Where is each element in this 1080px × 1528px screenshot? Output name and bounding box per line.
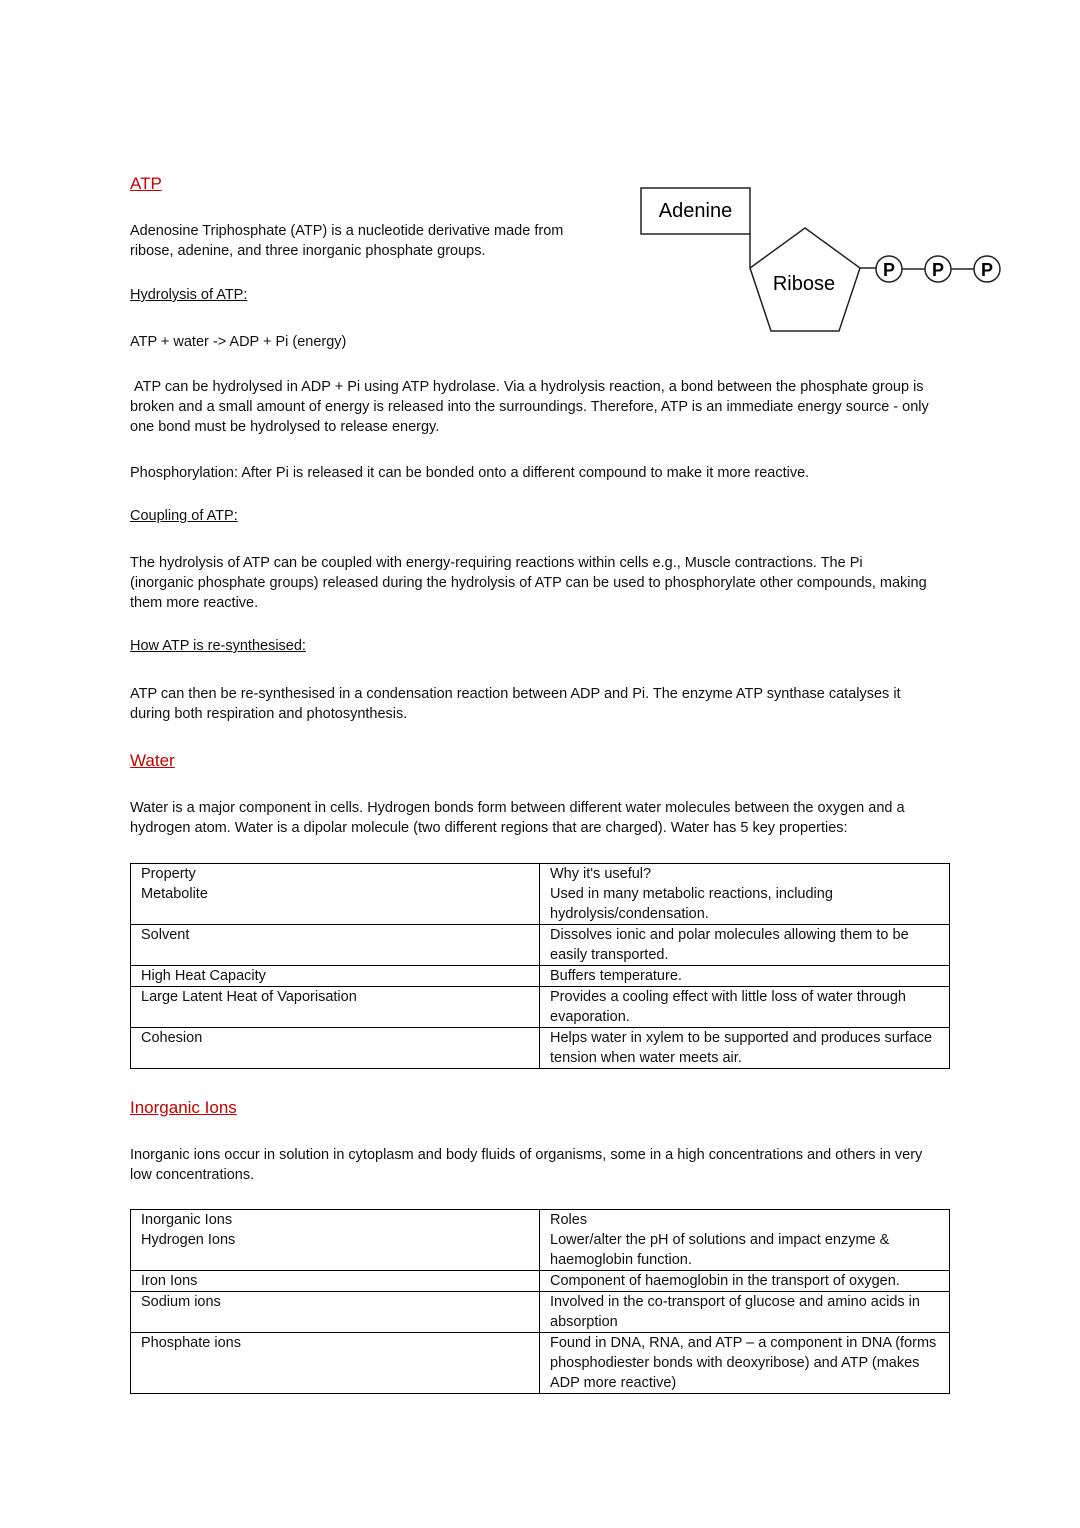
- table-row: [131, 966, 950, 987]
- resynth-text: ATP can then be re-synthesised in a condensation reaction between ADP and Pi. The enzyme ATP synthase catalyses it during both respiration and photosynthesis.: [130, 686, 901, 722]
- table-cell: Roles: [540, 1210, 950, 1231]
- table-row: [131, 987, 950, 1028]
- atp-structure-diagram: [630, 180, 1020, 340]
- table-cell: Sodium ions: [131, 1292, 540, 1333]
- table-cell: Large Latent Heat of Vaporisation: [131, 987, 540, 1028]
- table-cell: Solvent: [131, 925, 540, 966]
- table-row: [131, 1333, 950, 1394]
- table-cell: Helps water in xylem to be supported and produces surface tension when water meets air.: [540, 1028, 950, 1069]
- phosphorylation-text: Phosphorylation: After Pi is released it can be bonded onto a different compound to make it more reactive.: [130, 465, 810, 481]
- atp-heading: ATP: [130, 174, 162, 193]
- table-row: [131, 1028, 950, 1069]
- phosphate-label-3: P: [980, 260, 994, 280]
- table-cell: Cohesion: [131, 1028, 540, 1069]
- inorganic-ions-table: [130, 1209, 950, 1394]
- table-cell: Phosphate ions: [131, 1333, 540, 1394]
- hydrolysis-text: ATP can be hydrolysed in ADP + Pi using ATP hydrolase. Via a hydrolysis reaction, a bond between the phosphate group is broken and a small amount of energy is released into the surroundings. Therefore, ATP is an immediate energy source - only one bond must be hydrolysed to release energy.: [130, 379, 929, 435]
- adenine-label: Adenine: [658, 200, 733, 222]
- phosphate-label-2: P: [931, 260, 945, 280]
- table-cell: Involved in the co-transport of glucose and amino acids in absorption: [540, 1292, 950, 1333]
- table-cell: Found in DNA, RNA, and ATP – a component in DNA (forms phosphodiester bonds with deoxyribose) and ATP (makes ADP more reactive): [540, 1333, 950, 1394]
- hydrolysis-equation: ATP + water -> ADP + Pi (energy): [130, 334, 347, 350]
- table-row: [131, 1230, 950, 1271]
- water-heading: Water: [130, 751, 175, 770]
- hydrolysis-heading: Hydrolysis of ATP:: [130, 287, 248, 303]
- table-cell: Buffers temperature.: [540, 966, 950, 987]
- ions-intro: Inorganic ions occur in solution in cytoplasm and body fluids of organisms, some in a high concentrations and others in very low concentrations.: [130, 1147, 923, 1183]
- table-cell: Lower/alter the pH of solutions and impact enzyme & haemoglobin function.: [540, 1230, 950, 1271]
- table-header-row: [131, 1210, 950, 1231]
- ions-heading: Inorganic Ions: [130, 1098, 237, 1117]
- coupling-heading: Coupling of ATP:: [130, 508, 238, 524]
- water-intro: Water is a major component in cells. Hydrogen bonds form between different water molecules between the oxygen and a hydrogen atom. Water is a dipolar molecule (two different regions that are charged). Water has 5 key properties:: [130, 800, 905, 836]
- water-properties-table: [130, 863, 950, 1069]
- table-header-row: [131, 864, 950, 885]
- table-cell: Used in many metabolic reactions, including hydrolysis/condensation.: [540, 884, 950, 925]
- table-cell: High Heat Capacity: [131, 966, 540, 987]
- table-cell: Property: [131, 864, 540, 885]
- table-cell: Component of haemoglobin in the transport of oxygen.: [540, 1271, 950, 1292]
- coupling-text: The hydrolysis of ATP can be coupled with energy-requiring reactions within cells e.g., Muscle contractions. The Pi (inorganic phosphate groups) released during the hydrolysis of ATP can be used to phosphorylate other compounds, making them more reactive.: [130, 555, 927, 611]
- table-cell: Iron Ions: [131, 1271, 540, 1292]
- table-cell: Dissolves ionic and polar molecules allowing them to be easily transported.: [540, 925, 950, 966]
- ribose-label: Ribose: [772, 273, 836, 295]
- table-cell: Inorganic Ions: [131, 1210, 540, 1231]
- table-cell: Hydrogen Ions: [131, 1230, 540, 1271]
- atp-intro: Adenosine Triphosphate (ATP) is a nucleotide derivative made from ribose, adenine, and three inorganic phosphate groups.: [130, 223, 564, 259]
- resynth-heading: How ATP is re-synthesised:: [130, 638, 306, 654]
- table-row: [131, 884, 950, 925]
- table-row: [131, 925, 950, 966]
- table-row: [131, 1292, 950, 1333]
- table-row: [131, 1271, 950, 1292]
- table-cell: Provides a cooling effect with little loss of water through evaporation.: [540, 987, 950, 1028]
- table-cell: Why it's useful?: [540, 864, 950, 885]
- phosphate-label-1: P: [882, 260, 896, 280]
- table-cell: Metabolite: [131, 884, 540, 925]
